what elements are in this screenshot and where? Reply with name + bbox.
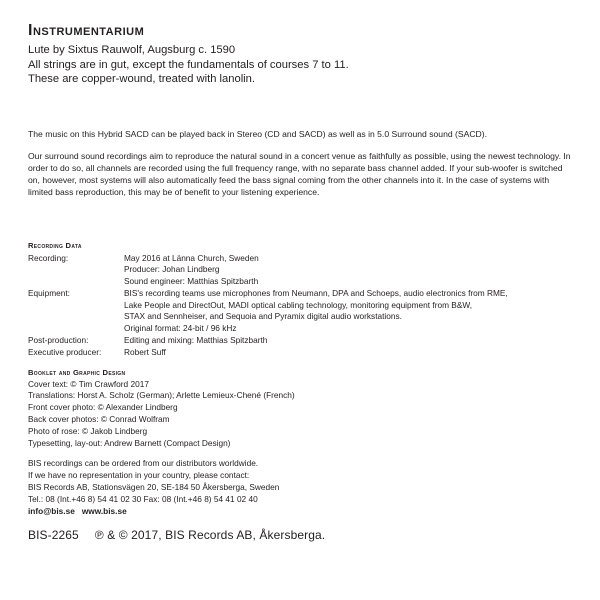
equipment-value: STAX and Sennheiser, and Sequoia and Pyramix digital audio workstations. [124, 311, 402, 322]
contact-line [28, 506, 573, 518]
equipment-value: BIS's recording teams use microphones from Neumann, DPA and Schoeps, audio electronics from RME, [124, 287, 508, 298]
recording-row [28, 253, 573, 288]
ordering-line: BIS Records AB, Stationsvägen 20, SE-184 50 Åkersberga, Sweden [28, 482, 280, 493]
instrumentarium-section [28, 22, 573, 87]
ordering-line: If we have no representation in your country, please contact: [28, 470, 250, 481]
recording-data-table [28, 253, 573, 359]
executive-producer-row [28, 347, 573, 359]
copyright-notice: ℗ & © 2017, BIS Records AB, Åkersberga. [94, 528, 326, 543]
post-production-row [28, 335, 573, 347]
executive-producer-value: Robert Suff [124, 346, 166, 357]
credit-line: Photo of rose: © Jakob Lindberg [28, 425, 148, 436]
footer [28, 528, 573, 542]
post-production-value: Editing and mixing: Matthias Spitzbarth [124, 335, 268, 346]
booklet-credits [28, 379, 573, 450]
credit-line: Front cover photo: © Alexander Lindberg [28, 402, 178, 413]
credit-line: Translations: Horst A. Scholz (German); Arlette Lemieux-Chené (French) [28, 390, 295, 401]
post-production-label: Post-production: [28, 335, 89, 346]
surround-paragraph: Our surround sound recordings aim to reproduce the natural sound in a concert venue as faithfully as possible, using the newest technology. In order to do so, all channels are recorded using the full frequency range, with no separate bass channel added. If your sub-woofer is switched on, however, most systems will also automatically feed the bass signal coming from the other channels into it. In the case of systems with limited bass reproduction, this may be of benefit to your listening experience. [28, 150, 571, 197]
recording-value: Producer: Johan Lindberg [124, 264, 220, 275]
recording-label: Recording: [28, 252, 69, 263]
website-link[interactable]: www.bis.se [81, 505, 127, 516]
credit-line: Back cover photos: © Conrad Wolfram [28, 414, 170, 425]
recording-data-heading: Recording Data [28, 240, 82, 250]
instrumentarium-title: Instrumentarium [28, 22, 145, 39]
catalogue-number: BIS-2265 [28, 528, 79, 543]
booklet-design-heading: Booklet and Graphic Design [28, 367, 126, 377]
credit-line: Cover text: © Tim Crawford 2017 [28, 378, 149, 389]
executive-producer-label: Executive producer: [28, 346, 102, 357]
recording-value: May 2016 at Länna Church, Sweden [124, 252, 259, 263]
equipment-row [28, 288, 573, 335]
credit-line: Typesetting, lay-out: Andrew Barnett (Compact Design) [28, 437, 231, 448]
email-link[interactable]: info@bis.se [28, 505, 75, 516]
equipment-label: Equipment: [28, 287, 70, 298]
recording-value: Sound engineer: Matthias Spitzbarth [124, 276, 259, 287]
instrumentarium-line: All strings are in gut, except the fundamentals of courses 7 to 11. [28, 58, 349, 71]
equipment-value: Lake People and DirectOut, MADI optical cabling technology, monitoring equipment from B&W, [124, 299, 473, 310]
ordering-line: Tel.: 08 (Int.+46 8) 54 41 02 30 Fax: 08 (Int.+46 8) 54 41 02 40 [28, 493, 258, 504]
instrumentarium-line: These are copper-wound, treated with lanolin. [28, 73, 255, 85]
ordering-line: BIS recordings can be ordered from our distributors worldwide. [28, 458, 259, 469]
equipment-value: Original format: 24-bit / 96 kHz [124, 323, 237, 334]
playback-paragraph: The music on this Hybrid SACD can be played back in Stereo (CD and SACD) as well as in 5.0 Surround sound (SACD). [28, 128, 488, 139]
liner-notes-page [28, 22, 573, 542]
instrumentarium-line: Lute by Sixtus Rauwolf, Augsburg c. 1590 [28, 44, 236, 56]
ordering-info [28, 458, 573, 517]
